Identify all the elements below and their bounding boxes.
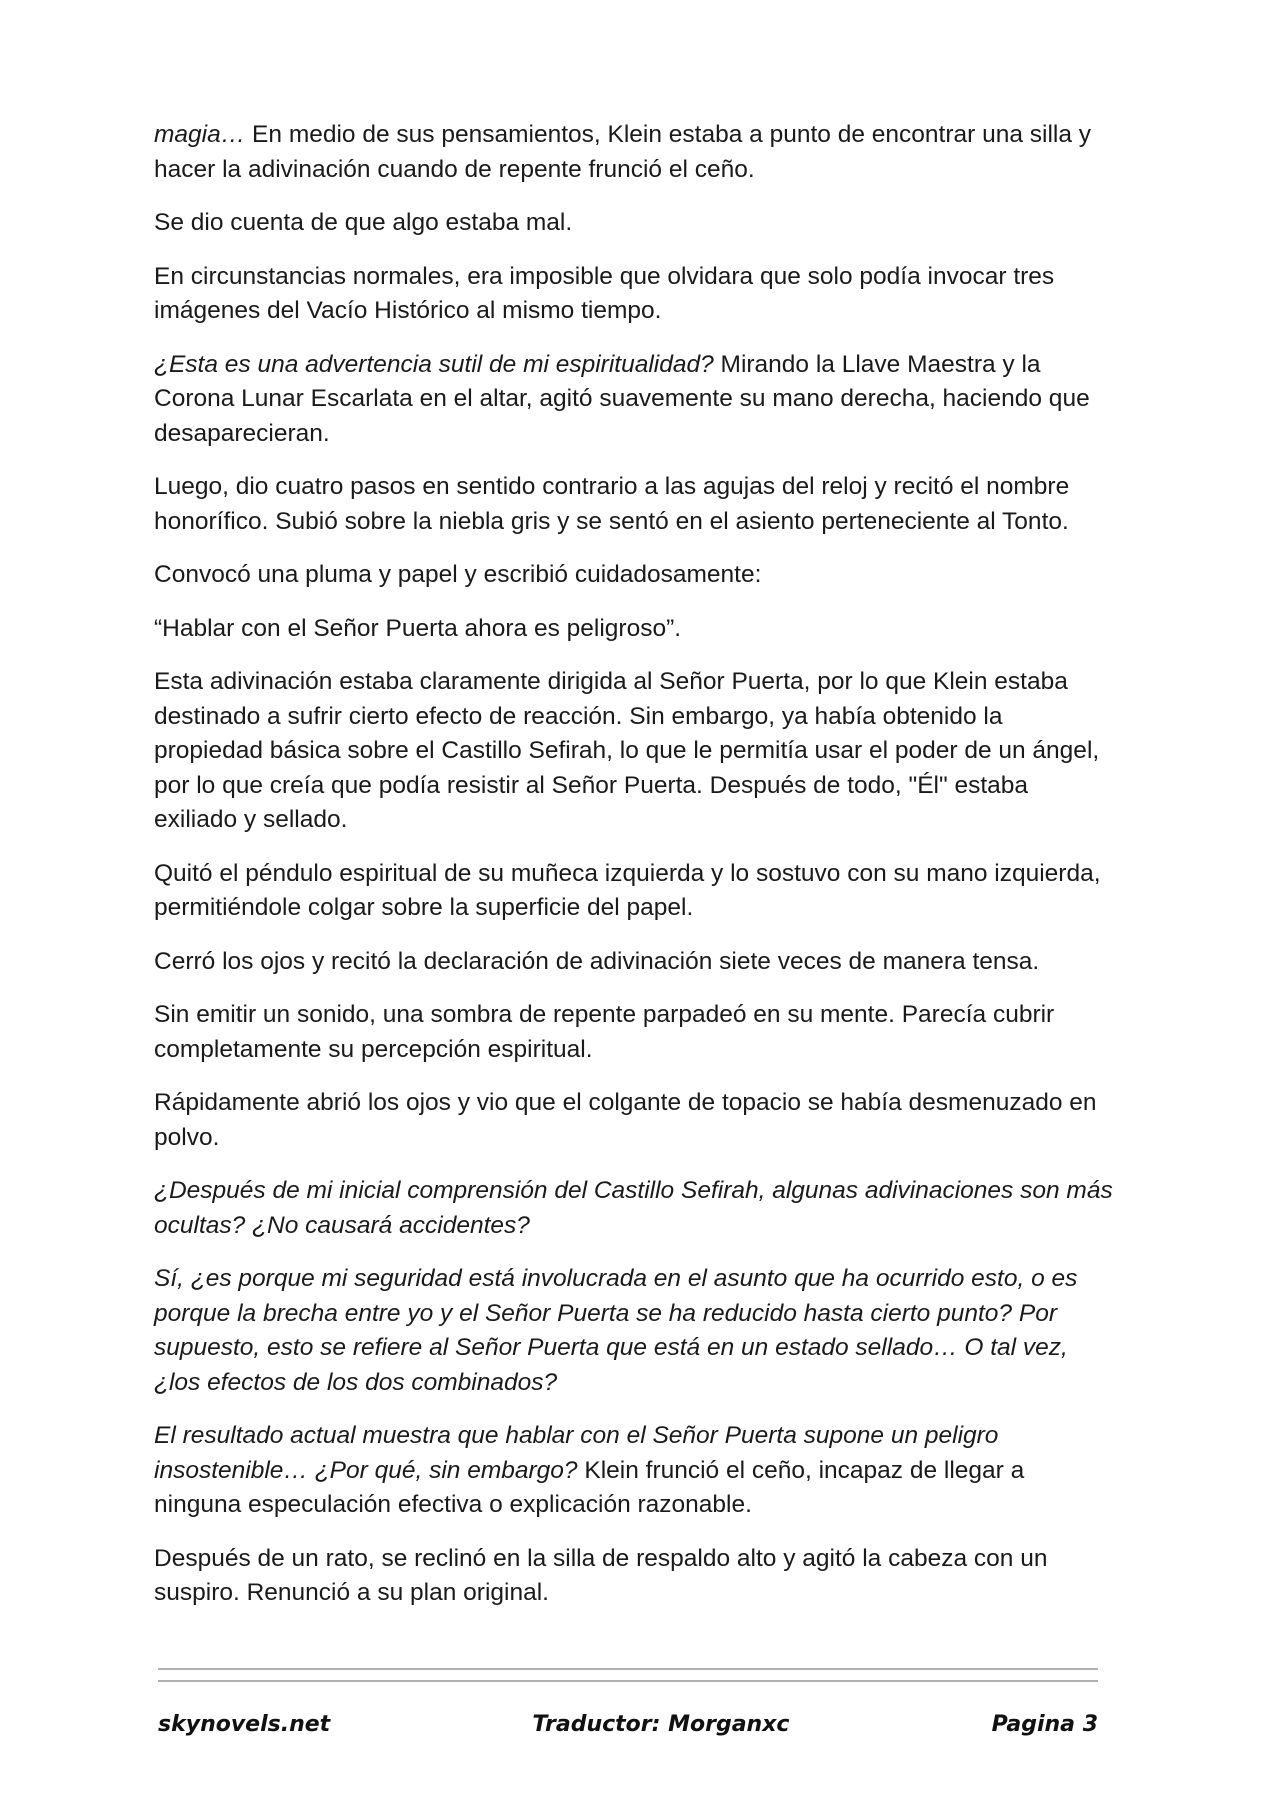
paragraph (154, 348, 1116, 452)
paragraph (154, 1542, 1116, 1611)
text-run: Después de un rato, se reclinó en la silla de respaldo alto y agitó la cabeza con un suspiro. Renunció a su plan original. (154, 1544, 1048, 1606)
text-run: Cerró los ojos y recitó la declaración de adivinación siete veces de manera tensa. (154, 947, 1040, 975)
paragraph (154, 1086, 1116, 1155)
text-run: En medio de sus pensamientos, Klein estaba a punto de encontrar una silla y hacer la adivinación cuando de repente frunció el ceño. (154, 121, 1092, 183)
text-run: Rápidamente abrió los ojos y vio que el colgante de topacio se había desmenuzado en polvo. (154, 1089, 1097, 1151)
paragraph (154, 665, 1116, 838)
italic-text: ¿Después de mi inicial comprensión del Castillo Sefirah, algunas adivinaciones son más ocultas? ¿No causará accidentes? (154, 1177, 1113, 1239)
text-run: “Hablar con el Señor Puerta ahora es peligroso”. (154, 614, 682, 642)
paragraph (154, 118, 1116, 187)
italic-text: El resultado actual muestra que hablar con el Señor Puerta supone un peligro insostenible… ¿Por qué, sin embargo? (154, 1422, 999, 1484)
text-run: Sin emitir un sonido, una sombra de repente parpadeó en su mente. Parecía cubrir completamente su percepción espiritual. (154, 1001, 1055, 1063)
paragraph (154, 612, 1116, 647)
text-run: Mirando la Llave Maestra y la Corona Lunar Escarlata en el altar, agitó suavemente su mano derecha, haciendo que desaparecieran. (154, 350, 1090, 447)
paragraph (154, 1174, 1116, 1243)
paragraph (154, 206, 1116, 241)
page-footer (158, 1712, 1098, 1737)
italic-text: Sí, ¿es porque mi seguridad está involucrada en el asunto que ha ocurrido esto, o es porque la brecha entre yo y el Señor Puerta se ha reducido hasta cierto punto? Por supuesto, esto se refiere al Señor Puerta que está en un estado sellado… O tal vez, ¿los efectos de los dos combinados? (154, 1265, 1078, 1396)
paragraph (154, 1262, 1116, 1400)
paragraph (154, 1419, 1116, 1523)
text-run: Quitó el péndulo espiritual de su muñeca izquierda y lo sostuvo con su mano izquierda, permitiéndole colgar sobre la superficie del papel. (154, 859, 1101, 921)
text-run: Klein frunció el ceño, incapaz de llegar a ninguna especulación efectiva o explicación razonable. (154, 1456, 1025, 1518)
text-run: Se dio cuenta de que algo estaba mal. (154, 209, 573, 236)
italic-text: ¿Esta es una advertencia sutil de mi espiritualidad? (154, 350, 714, 378)
paragraph (154, 998, 1116, 1067)
paragraph (154, 945, 1116, 980)
footer-translator: Traductor: Morganxc (532, 1712, 790, 1737)
body-text (154, 118, 1116, 1630)
footer-site: skynovels.net (158, 1712, 331, 1737)
text-run: Luego, dio cuatro pasos en sentido contrario a las agujas del reloj y recitó el nombre honorífico. Subió sobre la niebla gris y se sentó en el asiento perteneciente al Tonto. (154, 473, 1070, 535)
footer-page-number: Pagina 3 (991, 1712, 1098, 1737)
paragraph (154, 558, 1116, 593)
paragraph (154, 260, 1116, 329)
text-run: Convocó una pluma y papel y escribió cuidadosamente: (154, 561, 762, 588)
footer-rule-bottom (158, 1680, 1098, 1682)
footer-rule-top (158, 1668, 1098, 1670)
text-run: Esta adivinación estaba claramente dirigida al Señor Puerta, por lo que Klein estaba destinado a sufrir cierto efecto de reacción. Sin embargo, ya había obtenido la propiedad básica sobre el Castillo Sefirah, lo que le permitía usar el poder de un ángel, por lo que creía que podía resistir al Señor Puerta. Después de todo, "Él" estaba exiliado y sellado. (154, 668, 1100, 833)
paragraph (154, 470, 1116, 539)
italic-text: magia… (154, 121, 246, 148)
text-run: En circunstancias normales, era imposible que olvidara que solo podía invocar tres imágenes del Vacío Histórico al mismo tiempo. (154, 262, 1055, 324)
paragraph (154, 857, 1116, 926)
